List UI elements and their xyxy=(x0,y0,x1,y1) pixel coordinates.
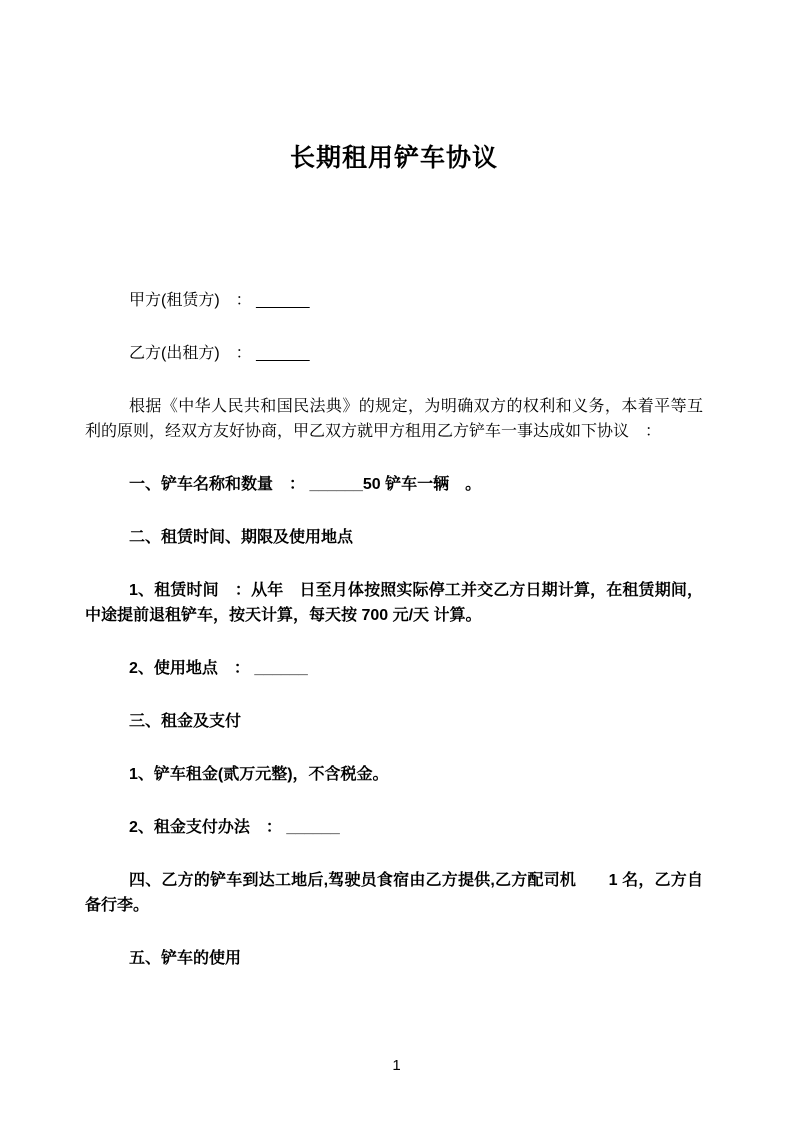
clause-4-driver-line: 四、乙方的铲车到达工地后,驾驶员食宿由乙方提供,乙方配司机 1 名，乙方自备行李。 xyxy=(85,872,703,914)
clause-2-item-2-location: 2、使用地点 ： ______ xyxy=(129,660,308,677)
document-title: 长期租用铲车协议 xyxy=(289,144,498,172)
clause-1-equipment-line: 一、铲车名称和数量 ： ______50 铲车一辆 。 xyxy=(129,476,482,493)
clause-2-item-1-rental-time: 1、租赁时间 ：从年 日至月体按照实际停工并交乙方日期计算，在租赁期间，中途提前退租铲车，按天计算，每天按 700 元/天 计算。 xyxy=(85,582,703,624)
party-b-line: 乙方(出租方) ： ______ xyxy=(129,345,310,362)
preamble-paragraph: 根据《中华人民共和国民法典》的规定，为明确双方的权利和义务，本着平等互利的原则，经双方友好协商，甲乙双方就甲方租用乙方铲车一事达成如下协议 ： xyxy=(85,398,703,440)
clause-5-heading: 五、铲车的使用 xyxy=(129,950,242,967)
clause-3-item-2-payment: 2、租金支付办法 ： ______ xyxy=(129,819,340,836)
clause-3-item-1-rent: 1、铲车租金(贰万元整)，不含税金。 xyxy=(129,766,389,783)
party-a-line: 甲方(租赁方) ： ______ xyxy=(129,292,310,309)
clause-2-heading: 二、租赁时间、期限及使用地点 xyxy=(129,529,354,546)
clause-3-heading: 三、租金及支付 xyxy=(129,713,242,730)
page-number: 1 xyxy=(392,1057,401,1074)
